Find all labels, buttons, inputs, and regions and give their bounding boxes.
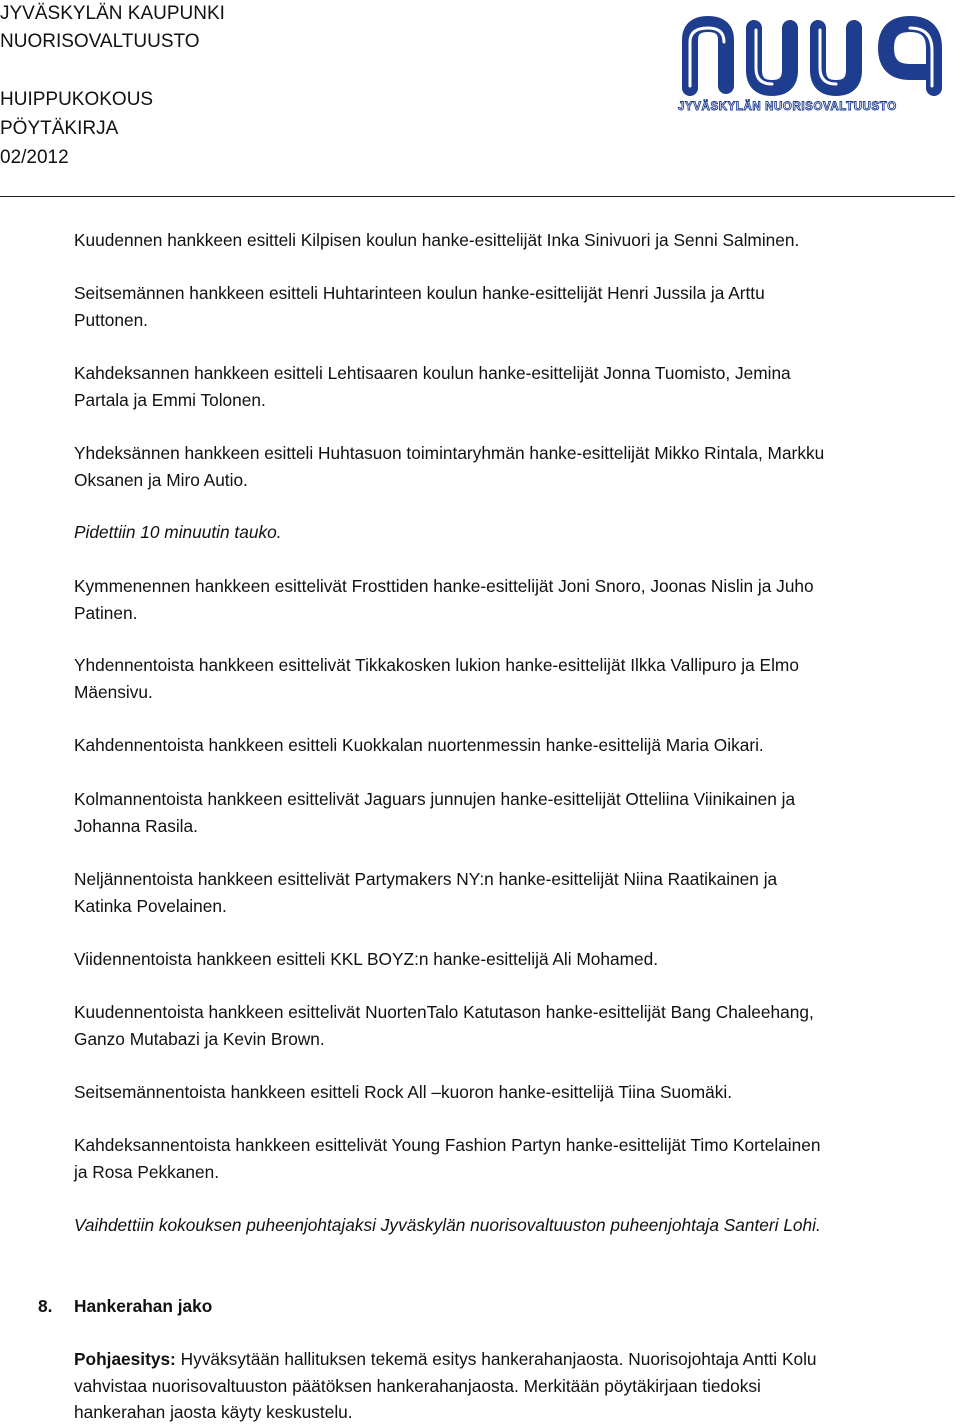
paragraph-line: Neljännentoista hankkeen esittelivät Partymakers NY:n hanke-esittelijät Niina Raatikainen ja <box>74 869 778 889</box>
paragraph-line: Katinka Povelainen. <box>74 895 227 916</box>
paragraph-line: Mäensivu. <box>74 681 153 702</box>
body-paragraph <box>74 732 954 759</box>
body-paragraph <box>74 440 954 493</box>
paragraph-line: Yhdeksännen hankkeen esitteli Huhtasuon toimintaryhmän hanke-esittelijät Mikko Rintala, Markku <box>74 443 825 463</box>
proposal-line: vahvistaa nuorisovaltuuston päätöksen hankerahanjaosta. Merkitään pöytäkirjaan tiedoksi <box>74 1375 761 1396</box>
paragraph-line: Viidennentoista hankkeen esitteli KKL BOYZ:n hanke-esittelijä Ali Mohamed. <box>74 949 659 969</box>
section-heading <box>38 1293 212 1320</box>
paragraph-line: Patinen. <box>74 602 138 623</box>
body-paragraph <box>74 573 954 626</box>
paragraph-line: Partala ja Emmi Tolonen. <box>74 389 266 410</box>
body-paragraph <box>74 280 954 333</box>
paragraph-line: Ganzo Mutabazi ja Kevin Brown. <box>74 1028 325 1049</box>
paragraph-line: Seitsemännen hankkeen esitteli Huhtarinteen koulun hanke-esittelijät Henri Jussila ja Arttu <box>74 283 765 303</box>
body-paragraph <box>74 1132 954 1185</box>
meeting-name: HUIPPUKOKOUS <box>0 89 154 110</box>
body-paragraph <box>74 360 954 413</box>
document-type: PÖYTÄKIRJA <box>0 118 119 139</box>
proposal-line: Hyväksytään hallituksen tekemä esitys hankerahanjaosta. Nuorisojohtaja Antti Kolu <box>175 1349 817 1369</box>
proposal-line: hankerahan jaosta käyty keskustelu. <box>74 1402 353 1423</box>
section-title: Hankerahan jako <box>74 1296 213 1316</box>
svg-text:JYVÄSKYLÄN NUORISOVALTUUSTO: JYVÄSKYLÄN NUORISOVALTUUSTO <box>678 101 897 113</box>
paragraph-line: Johanna Rasila. <box>74 815 198 836</box>
paragraph-line: ja Rosa Pekkanen. <box>74 1161 220 1182</box>
body-paragraph <box>74 786 954 839</box>
body-paragraph <box>74 999 954 1052</box>
document-number: 02/2012 <box>0 147 69 168</box>
paragraph-line: Kolmannentoista hankkeen esittelivät Jaguars junnujen hanke-esittelijät Otteliina Viinikainen ja <box>74 789 796 809</box>
proposal-paragraph <box>74 1346 954 1426</box>
paragraph-line: Kuudennentoista hankkeen esittelivät NuortenTalo Katutason hanke-esittelijät Bang Chaleehang, <box>74 1002 814 1022</box>
nuva-logo-icon <box>668 0 958 122</box>
paragraph-line: Oksanen ja Miro Autio. <box>74 469 248 490</box>
paragraph-line: Pidettiin 10 minuutin tauko. <box>74 522 282 542</box>
body-paragraph <box>74 519 954 546</box>
header-divider <box>0 196 955 197</box>
body-paragraph <box>74 227 954 254</box>
paragraph-line: Puttonen. <box>74 309 148 330</box>
paragraph-line: Kahdeksannen hankkeen esitteli Lehtisaaren koulun hanke-esittelijät Jonna Tuomisto, Jemina <box>74 363 791 383</box>
department-name: NUORISOVALTUUSTO <box>0 31 200 52</box>
body-paragraph <box>74 866 954 919</box>
section-number: 8. <box>38 1296 53 1316</box>
paragraph-line: Vaihdettiin kokouksen puheenjohtajaksi Jyväskylän nuorisovaltuuston puheenjohtaja Santeri Lohi. <box>74 1215 821 1235</box>
paragraph-line: Kymmenennen hankkeen esittelivät Frosttiden hanke-esittelijät Joni Snoro, Joonas Nislin ja Juho <box>74 576 814 596</box>
paragraph-line: Kahdeksannentoista hankkeen esittelivät Young Fashion Partyn hanke-esittelijät Timo Kortelainen <box>74 1135 821 1155</box>
paragraph-line: Kahdennentoista hankkeen esitteli Kuokkalan nuortenmessin hanke-esittelijä Maria Oikari. <box>74 735 764 755</box>
paragraph-line: Kuudennen hankkeen esitteli Kilpisen koulun hanke-esittelijät Inka Sinivuori ja Senni Salminen. <box>74 230 800 250</box>
body-paragraph <box>74 1212 954 1239</box>
paragraph-line: Yhdennentoista hankkeen esittelivät Tikkakosken lukion hanke-esittelijät Ilkka Vallipuro ja Elmo <box>74 655 799 675</box>
body-paragraph <box>74 652 954 705</box>
proposal-label: Pohjaesitys: <box>74 1349 176 1369</box>
body-paragraph <box>74 946 954 973</box>
organization-name: JYVÄSKYLÄN KAUPUNKI <box>0 3 225 24</box>
body-paragraph <box>74 1079 954 1106</box>
paragraph-line: Seitsemännentoista hankkeen esitteli Rock All –kuoron hanke-esittelijä Tiina Suomäki. <box>74 1082 733 1102</box>
